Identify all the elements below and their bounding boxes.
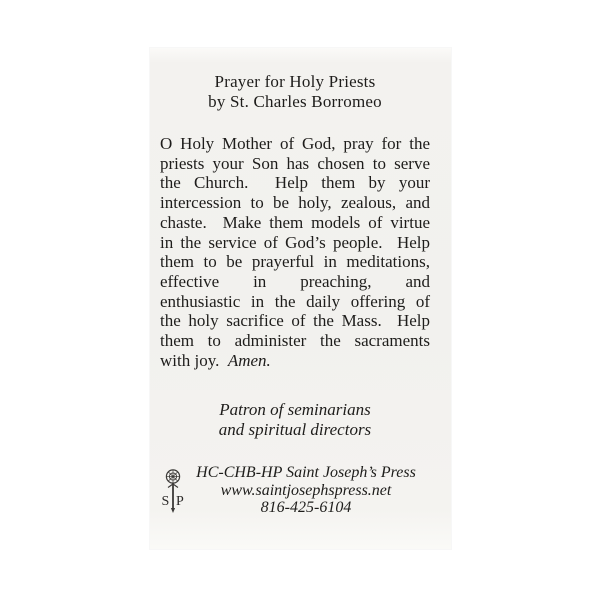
publisher-block xyxy=(160,464,430,517)
patron-line-1: Patron of seminarians xyxy=(219,400,371,420)
publisher-info xyxy=(186,464,430,517)
prayer-line: chaste. Make them models of virtue xyxy=(160,212,430,232)
prayer-card xyxy=(150,48,451,549)
prayer-closing-text: with joy. xyxy=(160,350,228,370)
amen-text: Amen. xyxy=(227,350,271,370)
logo-letter-p: P xyxy=(176,493,184,509)
prayer-line: priests your Son has chosen to serve xyxy=(160,153,430,173)
patron-line-2: and spiritual directors xyxy=(218,420,372,440)
prayer-line: the Church. Help them by your xyxy=(160,173,430,193)
card-title xyxy=(160,72,430,111)
prayer-line: them to administer the sacraments xyxy=(160,331,430,351)
publisher-name: HC-CHB-HP Saint Joseph’s Press xyxy=(196,464,416,482)
publisher-website: www.saintjosephspress.net xyxy=(220,481,392,499)
saint-josephs-press-logo-icon xyxy=(160,468,186,514)
prayer-text xyxy=(160,134,430,370)
prayer-line: enthusiastic in the daily offering of xyxy=(160,291,430,311)
prayer-line: in the service of God’s people. Help xyxy=(160,232,430,252)
logo-letter-s: S xyxy=(161,493,170,509)
prayer-line: effective in preaching, and xyxy=(160,271,430,291)
title-line-1: Prayer for Holy Priests xyxy=(214,72,376,91)
prayer-line: the holy sacrifice of the Mass. Help xyxy=(160,311,430,331)
title-line-2: by St. Charles Borromeo xyxy=(208,91,382,111)
prayer-line: them to be prayerful in meditations, xyxy=(160,252,430,272)
publisher-phone: 816-425-6104 xyxy=(260,499,352,517)
prayer-line: O Holy Mother of God, pray for the xyxy=(160,134,430,153)
prayer-line: intercession to be holy, zealous, and xyxy=(160,193,430,213)
prayer-closing-line xyxy=(160,351,430,371)
patron-note xyxy=(160,400,430,440)
